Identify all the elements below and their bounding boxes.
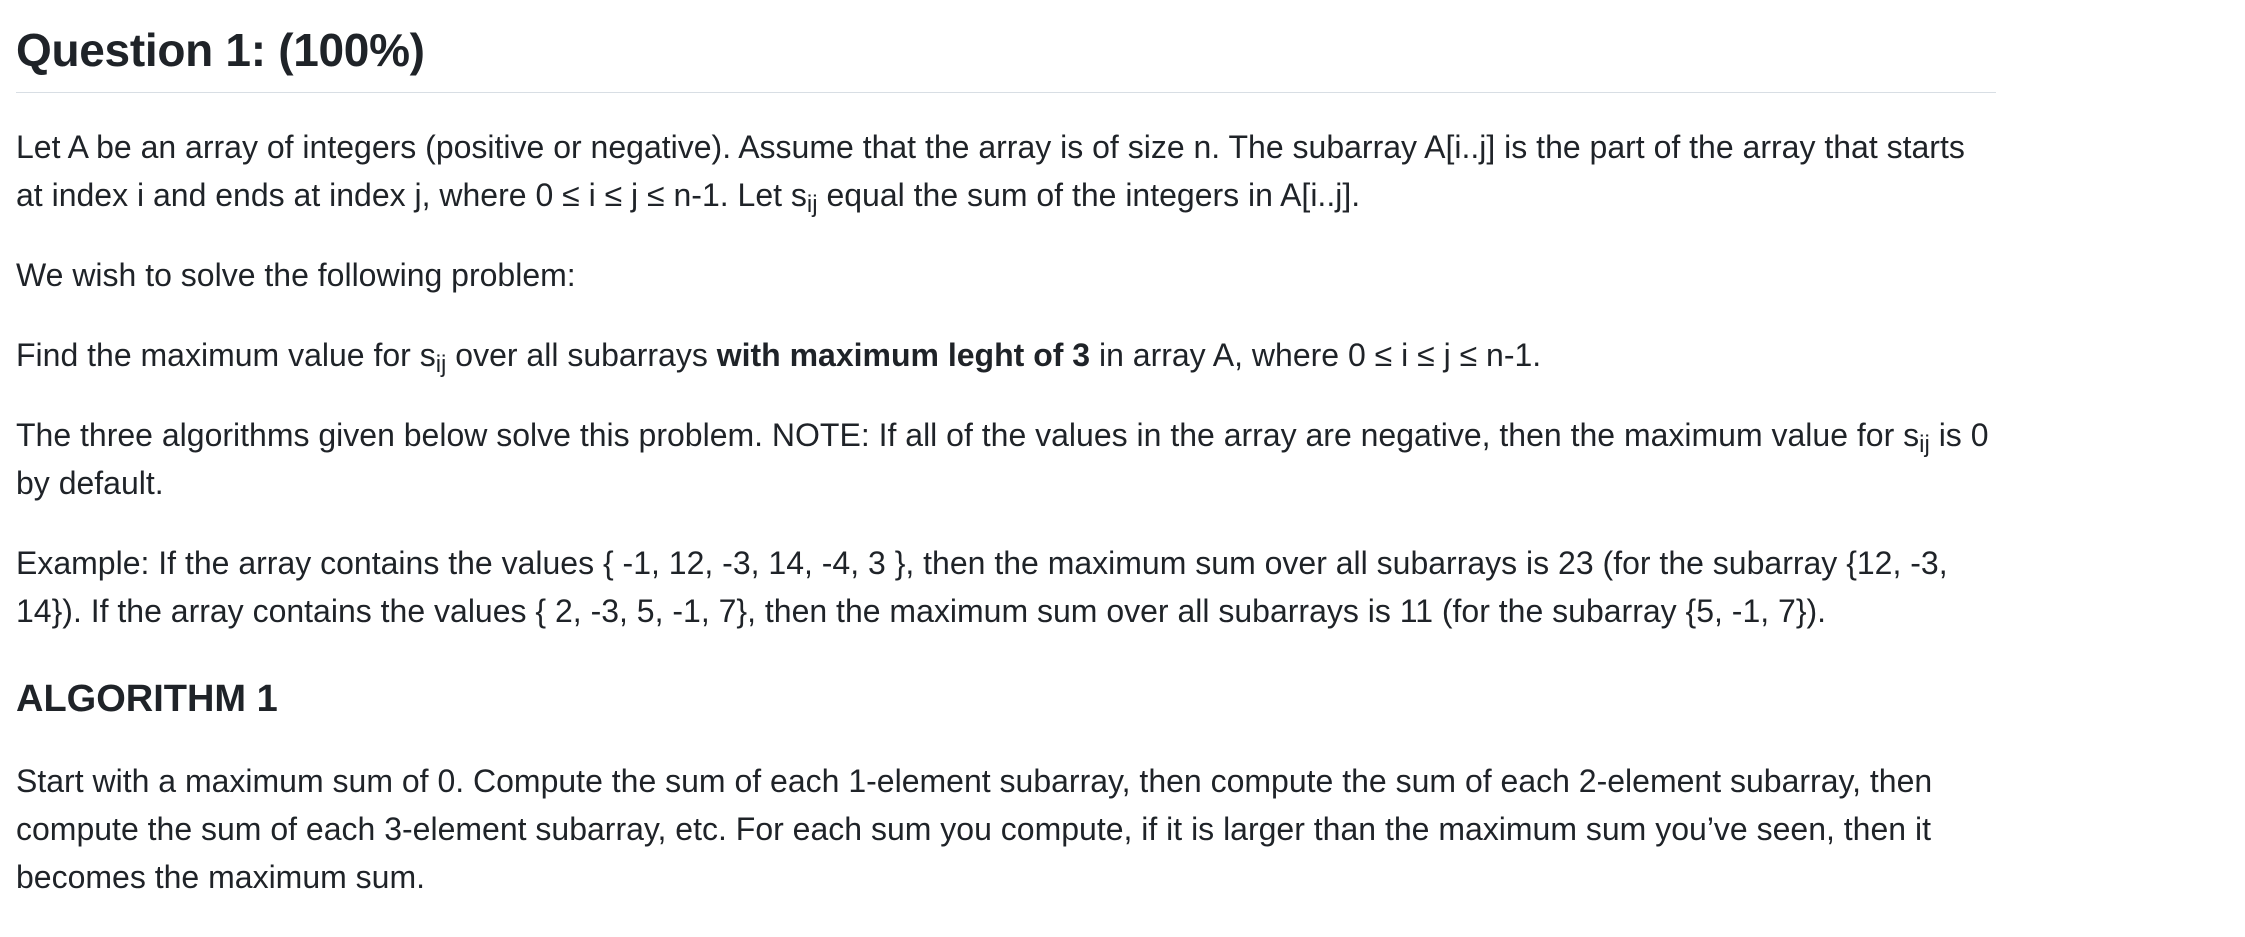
problem-statement-text-end: in array A, where 0 ≤ i ≤ j ≤ n-1. [1090,337,1542,373]
sij-subscript: ij [806,191,818,218]
note-text: The three algorithms given below solve this problem. NOTE: If all of the values in the array are negative, then the maximum value for s [16,417,1920,453]
note-text-end: is 0 by default. [16,417,1989,501]
example-paragraph: Example: If the array contains the values { -1, 12, -3, 14, -4, 3 }, then the maximum sum over all subarrays is 23 (for the subarray {12, -3, 14}). If the array contains the values { 2, -3, 5, -1, 7}, then the maximum sum over all subarrays is 11 (for the subarray {5, -1, 7}). [16,545,1948,629]
algorithm-1-description: Start with a maximum sum of 0. Compute the sum of each 1-element subarray, then compute the sum of each 2-element subarray, then compute the sum of each 3-element subarray, etc. For each sum you compute, if it is larger than the maximum sum you’ve seen, then it becomes the maximum sum. [16,763,1933,895]
algorithm-1-heading: ALGORITHM 1 [16,678,278,720]
problem-intro-paragraph: We wish to solve the following problem: [16,257,576,293]
problem-definition-text: Let A be an array of integers (positive or negative). Assume that the array is of size n. The subarray A[i..j] is the part of the array that starts at index i and ends at index j, where 0 ≤ i ≤ j ≤ n-1. Let s [16,129,1965,213]
problem-statement-text-mid: over all subarrays [446,337,717,373]
sij-subscript: ij [1919,431,1930,458]
sij-subscript: ij [435,351,447,378]
problem-definition-text-end: equal the sum of the integers in A[i..j]. [817,177,1361,213]
problem-statement-text: Find the maximum value for s [16,337,436,373]
document-body [16,0,1996,901]
problem-statement-emphasis: with maximum leght of 3 [716,337,1091,373]
question-heading: Question 1: (100%) [16,0,1996,93]
problem-statement-paragraph [16,331,1996,379]
note-paragraph [16,411,1996,507]
problem-definition-paragraph [16,123,1996,219]
